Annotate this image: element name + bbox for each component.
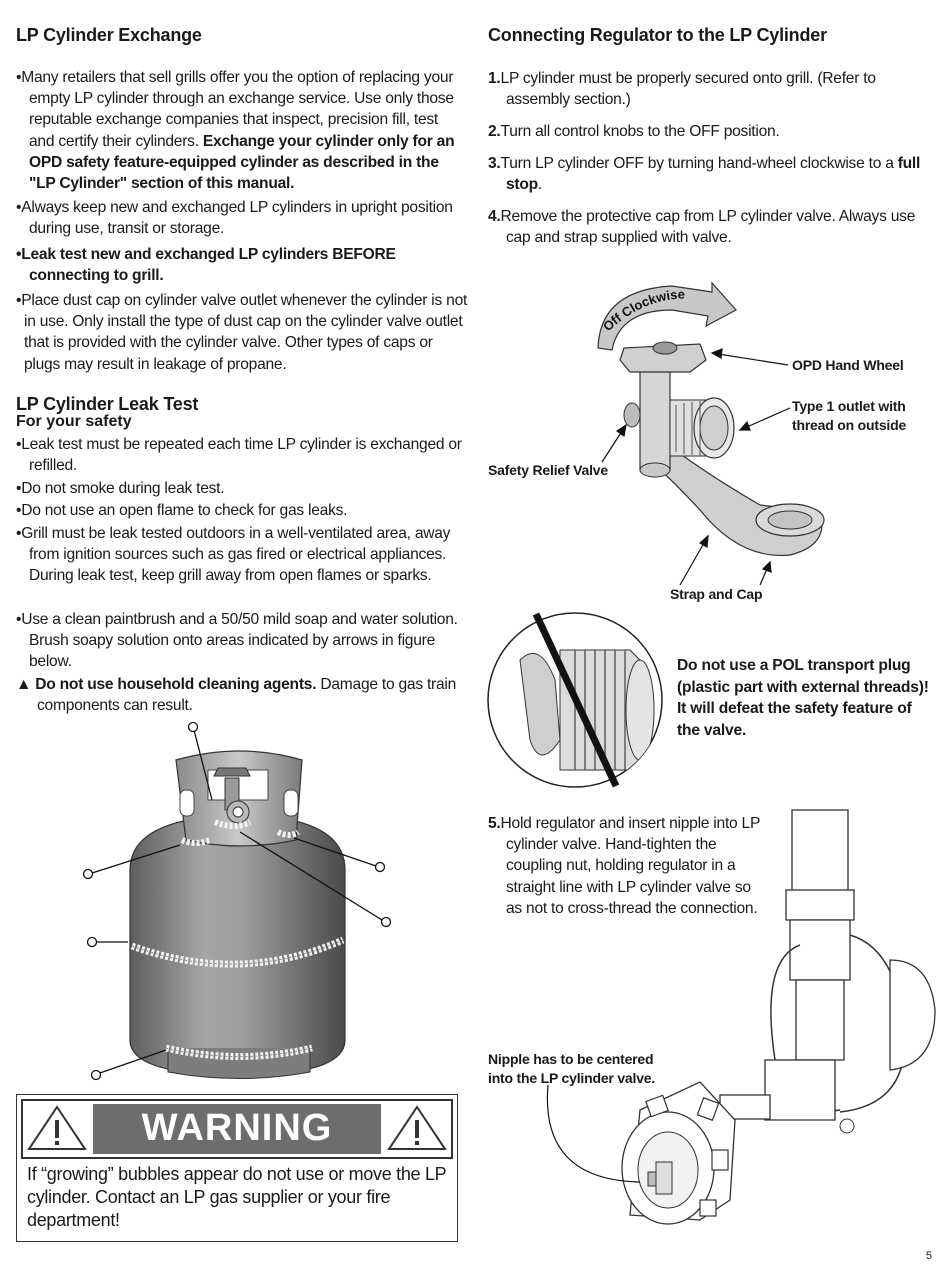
step-5-text: Hold regulator and insert nipple into LP cylinder valve. Hand-tighten the coupling nut, holding regulator in a straight line with LP cylinder valve so as not to cross-thread the connection. [500,815,760,917]
leak-bullet-5-text: •Use a clean paintbrush and a 50/50 mild soap and water solution. Brush soapy solution onto areas indicated by arrows in figure below. [16,611,458,671]
leak-test-title: LP Cylinder Leak Test [16,394,199,414]
step-3-number: 3. [488,155,501,172]
exchange-bullet-1-text: •Many retailers that sell grills offer you the option of replacing your empty LP cylinder through an exchange service. Use only those reputable exchange companies that inspect, precision fill, test and certify their cylinders. [16,69,454,150]
exchange-bullet-3-text: •Leak test new and exchanged LP cylinders BEFORE connecting to grill. [16,246,396,285]
step-2-number: 2. [488,123,501,140]
exchange-title: LP Cylinder Exchange [16,25,202,45]
step-1-text: LP cylinder must be properly secured onto grill. (Refer to assembly section.) [500,70,876,109]
callout-strap-and-cap: Strap and Cap [670,586,763,602]
step-3-after: . [537,176,543,194]
leak-test-subtitle: For your safety [16,413,132,430]
callout-opd-hand-wheel: OPD Hand Wheel [792,357,904,373]
connecting-title: Connecting Regulator to the LP Cylinder [488,25,827,45]
step-2-text: Turn all control knobs to the OFF position. [500,123,780,140]
page-number: 5 [925,1250,932,1262]
step-3-text: Turn LP cylinder OFF by turning hand-wheel clockwise to a [500,155,898,172]
warning-text: If “growing” bubbles appear do not use or move the LP cylinder. Contact an LP gas supplier or your fire department! [27,1164,447,1230]
leak-bullet-2-text: •Do not smoke during leak test. [16,480,225,497]
step-1-number: 1. [488,70,501,87]
leak-bullet-4-text: •Grill must be leak tested outdoors in a well-ventilated area, away from ignition sources such as gas fired or electrical appliances. During leak test, keep grill away from open flames or sparks. [16,525,451,585]
off-clockwise-label: Off Clockwise [600,286,686,335]
leak-bullet-3-text: •Do not use an open flame to check for gas leaks. [16,502,348,519]
callout-type1-outlet: Type 1 outlet with thread on outside [792,398,907,433]
caution-rest: Damage to gas train components can result. [37,676,457,715]
callout-nipple-centered: Nipple has to be centered into the LP cylinder valve. [488,1051,656,1086]
exchange-bullet-2-text: •Always keep new and exchanged LP cylinders in upright position during use, transit or storage. [16,199,453,238]
leak-bullet-1-text: •Leak test must be repeated each time LP cylinder is exchanged or refilled. [16,436,462,475]
callout-safety-relief-valve: Safety Relief Valve [488,462,608,478]
step-4-number: 4. [488,208,501,225]
pol-plug-warning: Do not use a POL transport plug (plastic part with external threads)! It will defeat the safety feature of the valve. [677,657,929,739]
exchange-bullet-1-bold: Exchange your cylinder only for an OPD safety feature-equipped cylinder as described in the "LP Cylinder" section of this manual. [29,132,455,193]
step-5-number: 5. [488,815,501,832]
caution-bold: Do not use household cleaning agents. [35,676,317,693]
step-3-bold: full stop [506,155,921,194]
step-4-text: Remove the protective cap from LP cylinder valve. Always use cap and strap supplied with valve. [500,208,916,247]
exchange-bullet-4-text: •Place dust cap on cylinder valve outlet whenever the cylinder is not in use. Only install the type of dust cap on the cylinder valve outlet that is provided with the cylinder valve. Other types of caps or plugs may result in leakage of propane. [16,292,468,373]
warning-label: WARNING [93,1104,381,1154]
caution-symbol: ▲ [16,676,32,693]
